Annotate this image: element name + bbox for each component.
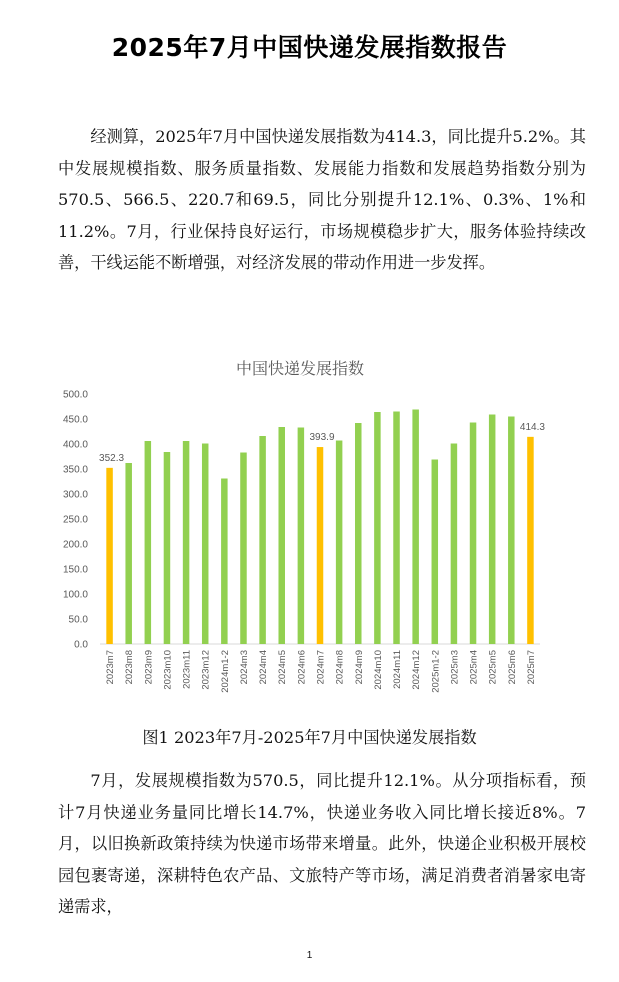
x-tick-label: 2025m5	[487, 650, 499, 685]
data-label: 352.3	[99, 452, 125, 464]
x-tick-label: 2025m7	[525, 650, 537, 685]
x-tick-label: 2024m10	[372, 650, 384, 690]
bar-2025m3	[451, 444, 458, 645]
bar-2023m9	[145, 441, 152, 644]
bar-2024m5	[278, 427, 285, 644]
bar-2024m4	[259, 436, 266, 644]
y-tick-label: 100.0	[62, 589, 88, 601]
bar-2024m6	[298, 428, 305, 645]
bar-2024m8	[336, 441, 343, 645]
x-tick-label: 2025m4	[468, 650, 480, 685]
bar-2024m12	[412, 410, 419, 645]
y-tick-label: 350.0	[62, 464, 88, 476]
bar-2024m7	[317, 447, 324, 644]
x-tick-label: 2024m11	[392, 650, 404, 689]
y-tick-label: 300.0	[62, 489, 88, 501]
bar-2025m4	[470, 423, 477, 645]
bar-2023m10	[164, 452, 171, 644]
bar-2024m9	[355, 423, 362, 644]
x-tick-label: 2024m5	[277, 650, 289, 685]
bar-2023m12	[202, 444, 209, 645]
x-tick-label: 2024m9	[353, 650, 365, 685]
y-tick-label: 250.0	[62, 514, 88, 526]
y-tick-label: 450.0	[62, 414, 88, 426]
x-tick-label: 2024m8	[334, 650, 346, 685]
bar-2024m3	[240, 453, 247, 645]
bar-2023m7	[106, 468, 113, 644]
x-tick-label: 2024m4	[258, 650, 270, 685]
x-tick-label: 2024m1-2	[219, 650, 231, 693]
x-tick-label: 2024m3	[238, 650, 250, 685]
bar-2024m11	[393, 412, 400, 645]
paragraph-1: 经测算，2025年7月中国快递发展指数为414.3，同比提升5.2%。其中发展规模指数、服务质量指数、发展能力指数和发展趋势指数分别为570.5、566.5、220.7和69.5，同比分别提升12.1%、0.3%、1%和11.2%。7月，行业保持良好运行，市场规模稳步扩大，服务体验持续改善，干线运能不断增强，对经济发展的带动作用进一步发挥。	[58, 127, 586, 272]
y-tick-label: 150.0	[62, 564, 88, 576]
bar-2025m6	[508, 417, 515, 645]
bar-2025m7	[527, 437, 534, 644]
x-tick-label: 2024m6	[296, 650, 308, 685]
y-tick-label: 50.0	[68, 614, 88, 626]
x-tick-label: 2024m12	[411, 650, 423, 690]
x-tick-label: 2023m8	[124, 650, 136, 685]
x-tick-label: 2023m7	[105, 650, 117, 685]
bar-2024m10	[374, 412, 381, 644]
bar-2024m1-2	[221, 479, 228, 645]
bar-2025m5	[489, 415, 496, 645]
x-tick-label: 2025m1-2	[430, 650, 442, 693]
data-label: 414.3	[519, 421, 545, 433]
x-tick-label: 2023m9	[143, 650, 155, 685]
bar-chart	[50, 350, 550, 710]
chart-title: 中国快递发展指数	[235, 361, 365, 378]
x-tick-label: 2025m6	[506, 650, 518, 685]
x-tick-label: 2023m12	[200, 650, 212, 690]
y-tick-label: 400.0	[62, 439, 88, 451]
document-title: 2025年7月中国快递发展指数报告	[111, 33, 508, 62]
x-tick-label: 2024m7	[315, 650, 327, 685]
x-tick-label: 2025m3	[449, 650, 461, 685]
x-tick-label: 2023m10	[162, 650, 174, 690]
paragraph-2: 7月，发展规模指数为570.5，同比提升12.1%。从分项指标看，预计7月快递业务量同比增长14.7%，快递业务收入同比增长接近8%。7月，以旧换新政策持续为快递市场带来增量。此外，快递企业积极开展校园包裹寄递，深耕特色农产品、文旅特产等市场，满足消费者消暑家电寄递需求，	[58, 771, 586, 916]
bar-2023m11	[183, 441, 190, 644]
x-tick-label: 2023m11	[181, 650, 193, 689]
bar-2023m8	[125, 463, 132, 644]
y-tick-label: 200.0	[62, 539, 88, 551]
page-number: 1	[306, 950, 313, 961]
y-tick-label: 0.0	[74, 639, 88, 651]
data-label: 393.9	[309, 432, 335, 444]
figure-caption: 图1 2023年7月-2025年7月中国快递发展指数	[142, 728, 477, 747]
bar-2025m1-2	[432, 460, 439, 645]
y-tick-label: 500.0	[62, 389, 88, 401]
